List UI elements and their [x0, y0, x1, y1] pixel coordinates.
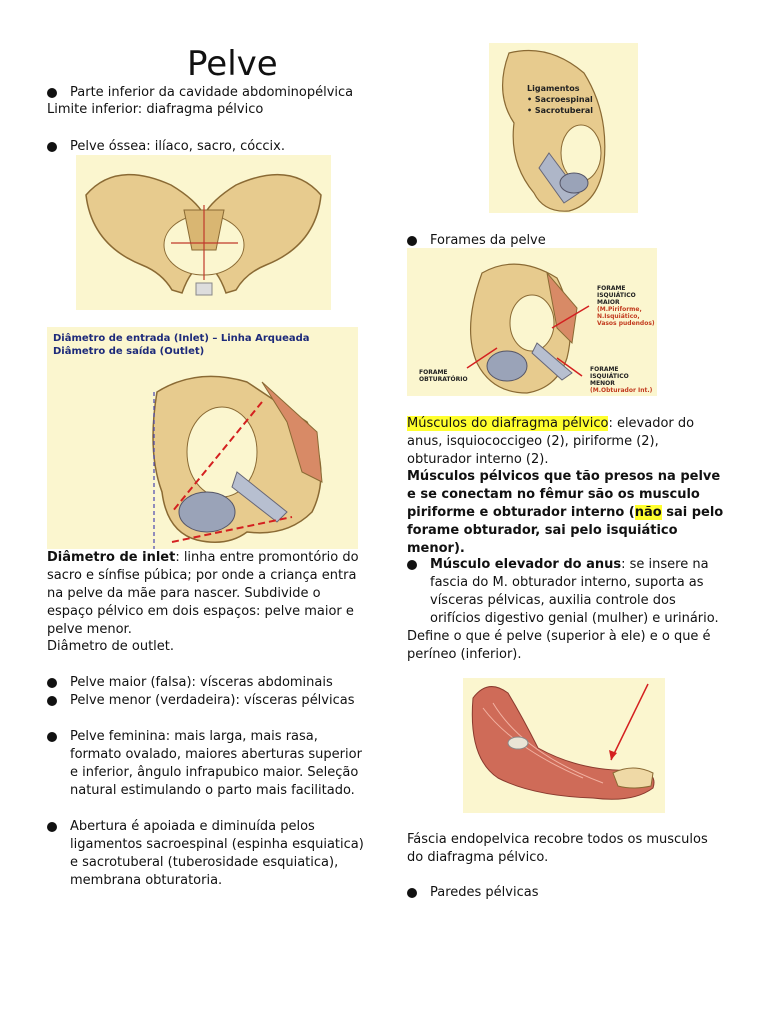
paragraph — [47, 549, 367, 639]
text-line: Diâmetro de outlet. — [47, 639, 175, 654]
list-item-text: Forames da pelve — [430, 233, 546, 248]
paragraph: Fáscia endopelvica recobre todos os musculos do diafragma pélvico. — [407, 832, 708, 865]
bullet-icon — [47, 142, 57, 152]
inlet-outlet-illustration — [47, 327, 358, 549]
text: Músculos pélvicos que tão presos na pelve e se conectam no fêmur são os musculo piriforme e obturador interno ( — [407, 469, 721, 520]
bullet-icon — [407, 560, 417, 570]
bullet-icon — [47, 88, 57, 98]
ligaments-illustration — [489, 43, 638, 213]
label-forame-maior: FORAME ISQUIÁTICO MAIOR (M.Piriforme, N.Isquiático, Vasos pudendos) — [597, 285, 655, 327]
definition: : linha entre promontório do sacro e sínfise púbica; por onde a criança entra na pelve da mãe para nascer. Subdivide o espaço pélvico em dois espaços: pelve maior e pelve menor. — [47, 550, 359, 637]
text: sai pelo forame obturador, sai pelo isquiático menor). — [407, 505, 724, 556]
paragraph — [407, 415, 725, 469]
paragraph-bold — [407, 468, 725, 558]
term: Diâmetro de inlet — [47, 550, 176, 565]
figure-caption: • Sacrotuberal — [527, 106, 593, 115]
bullet-icon — [47, 732, 57, 742]
figure-caption: Diâmetro de entrada (Inlet) – Linha Arqueada — [53, 333, 310, 344]
figure-caption: Diâmetro de saída (Outlet) — [53, 346, 205, 357]
definition: : elevador do anus, isquiococcigeo (2), piriforme (2), obturador interno (2). — [407, 416, 695, 467]
pelvic-diaphragm-muscles-illustration — [463, 678, 665, 813]
bullet-icon — [407, 236, 417, 246]
text-line: Limite inferior: diafragma pélvico — [47, 102, 264, 117]
label-forame-obturatorio: FORAME OBTURATÓRIO — [419, 369, 468, 383]
foramina-illustration — [407, 248, 657, 396]
list-item-text: Pelve menor (verdadeira): vísceras pélvicas — [70, 693, 355, 708]
list-item-text: Pelve óssea: ilíaco, sacro, cóccix. — [70, 139, 285, 154]
paragraph: Define o que é pelve (superior à ele) e o que é períneo (inferior). — [407, 629, 711, 662]
list-item-text: Pelve maior (falsa): vísceras abdominais — [70, 675, 333, 690]
pelvis-bone-illustration — [76, 155, 331, 310]
highlighted-term: Músculos do diafragma pélvico — [407, 416, 609, 431]
list-item-text: Músculo elevador do anus: se insere na fascia do M. obturador interno, suporta as vísceras pélvicas, auxilia controle dos orifícios digestivo genial (mulher) e urinário. — [430, 557, 719, 626]
label-forame-menor: FORAME ISQUIÁTICO MENOR (M.Obturador Int.) — [590, 366, 653, 394]
figure-caption: Ligamentos — [527, 84, 580, 93]
page-title: Pelve — [187, 44, 278, 84]
bullet-icon — [47, 678, 57, 688]
list-item-text: Parte inferior da cavidade abdominopélvica — [70, 85, 354, 100]
highlighted-word: não — [634, 505, 662, 520]
list-item-text: Paredes pélvicas — [430, 885, 539, 900]
list-item-text: Abertura é apoiada e diminuída pelos ligamentos sacroespinal (espinha esquiatica) e sacrotuberal (tuberosidade esquiatica), membrana obturatoria. — [70, 819, 364, 888]
bullet-icon — [47, 822, 57, 832]
bullet-icon — [407, 888, 417, 898]
list-item-text: Pelve feminina: mais larga, mais rasa, formato ovalado, maiores aberturas superior e inferior, ângulo infrapubico maior. Seleção natural estimulando o parto mais facilitado. — [70, 729, 362, 798]
bullet-icon — [47, 696, 57, 706]
figure-caption: • Sacroespinal — [527, 95, 593, 104]
